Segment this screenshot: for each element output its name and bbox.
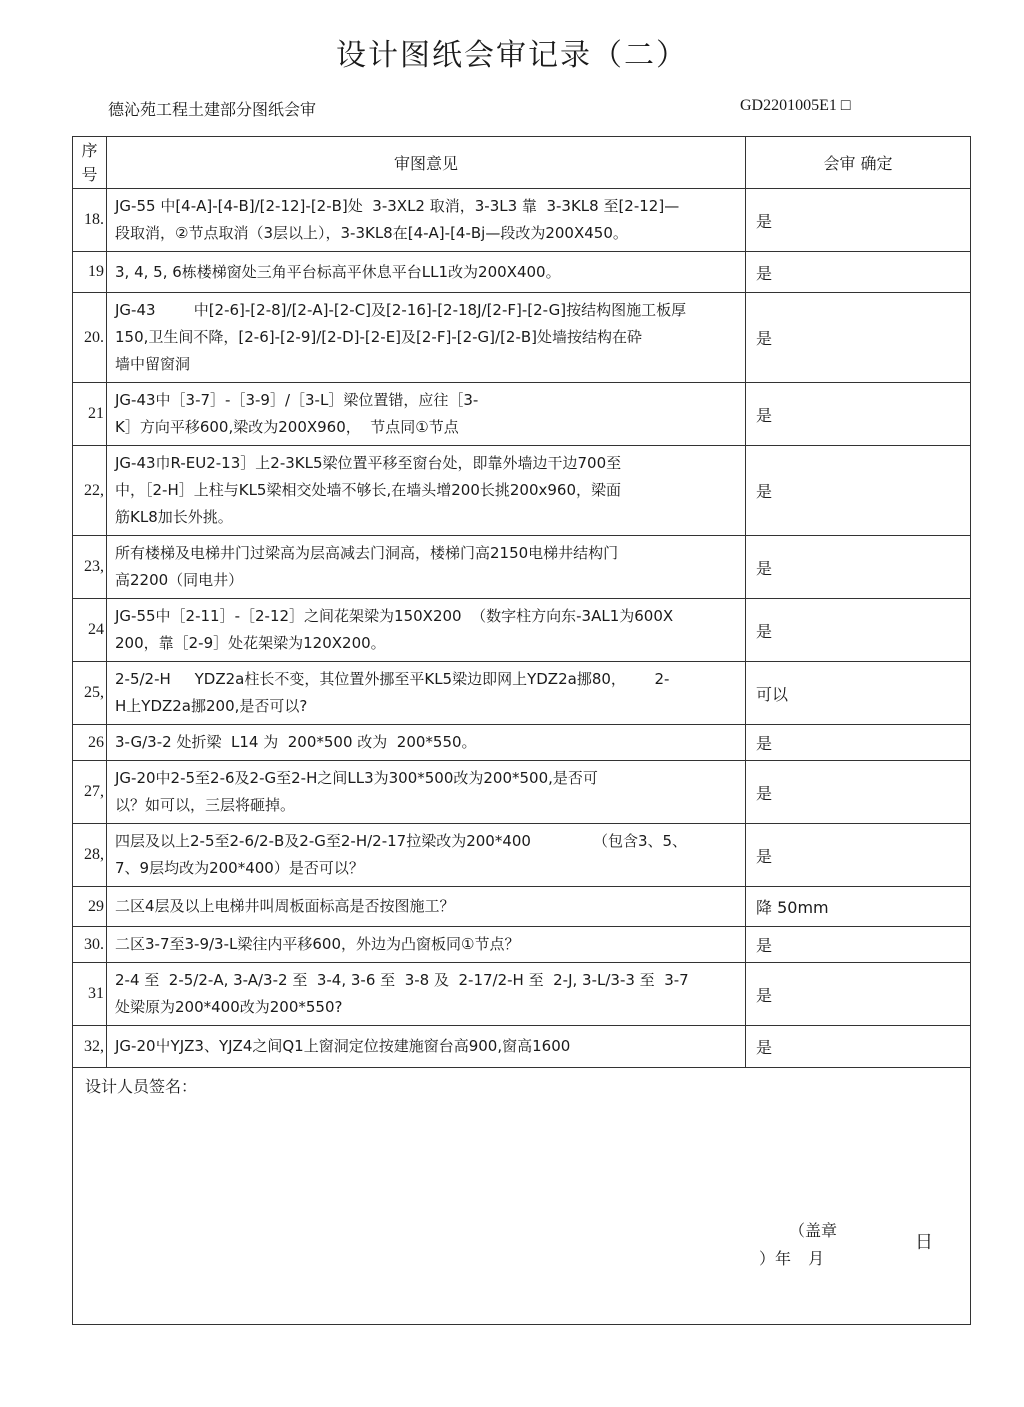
opinion-line: JG-43 中[2-6]-[2-8]/[2-A]-[2-C]及[2-16]-[2-18J/[2-F]-[2-G]按结构图施工板厚: [115, 301, 687, 319]
opinion-line: 7、9层均改为200*400）是否可以？: [115, 859, 364, 877]
opinion-line: JG-20屮YJZ3、YJZ4之间Q1上窗洞定位按建施窗台高900,窗高1600: [115, 1037, 571, 1055]
review-opinion-cell: [107, 383, 746, 446]
opinion-line: 150,卫生间不降，[2-6]-[2-9]/[2-D]-[2-E]及[2-F]-[2-G]/[2-B]处墙按结构在砕: [115, 328, 643, 346]
table-row: [73, 383, 971, 446]
row-number: 31: [73, 963, 107, 1026]
opinion-line: JG-55 中[4-A]-[4-B]/[2-12]-[2-B]处 3-3XL2 取消，3-3L3 靠 3-3KL8 至[2-12]—: [115, 197, 680, 215]
opinion-line: 高2200（同电井）: [115, 571, 244, 589]
confirm-cell: 是: [746, 189, 971, 252]
header-serial-line-1: 序: [81, 140, 98, 160]
confirm-cell: 是: [746, 293, 971, 383]
confirm-cell: 是: [746, 761, 971, 824]
row-number: 20.: [73, 293, 107, 383]
confirm-cell: 是: [746, 725, 971, 761]
opinion-line: JG-20中2-5至2-6及2-G至2-H之间LL3为300*500改为200*500,是否可: [115, 769, 598, 787]
table-row: [73, 599, 971, 662]
review-opinion-cell: [107, 963, 746, 1026]
review-opinion-cell: [107, 446, 746, 536]
project-name: 德沁苑工程土建部分图纸会审: [108, 100, 317, 119]
confirm-cell: 是: [746, 599, 971, 662]
confirm-cell: 是: [746, 927, 971, 963]
review-opinion-cell: [107, 189, 746, 252]
review-opinion-cell: [107, 293, 746, 383]
row-number: 19: [73, 252, 107, 293]
review-opinion-cell: [107, 725, 746, 761]
document-title: 设计图纸会审记录（二）: [336, 38, 688, 73]
opinion-line: 处梁原为200*400改为200*550?: [115, 998, 343, 1016]
table-body: [73, 189, 971, 1068]
table-row: [73, 293, 971, 383]
table-row: [73, 1026, 971, 1068]
opinion-line: 中，［2-H］上柱与KL5梁相交处墙不够长,在墙头增200长挑200x960，梁面: [115, 481, 622, 499]
opinion-line: 2-4 至 2-5/2-A, 3-A/3-2 至 3-4, 3-6 至 3-8 及 2-17/2-H 至 2-J, 3-L/3-3 至 3-7: [115, 971, 689, 989]
opinion-line: JG-43巾R-EU2-13］上2-3KL5梁位置平移至窗台处，即靠外墙边干边700至: [115, 454, 622, 472]
confirm-cell: 是: [746, 252, 971, 293]
table-row: [73, 824, 971, 887]
row-number: 25,: [73, 662, 107, 725]
opinion-line: 段取消，②节点取消（3层以上），3-3KL8在[4-A]-[4-Bj—段改为200X450。: [115, 224, 628, 242]
review-opinion-cell: [107, 761, 746, 824]
table-row: [73, 252, 971, 293]
signature-row: [73, 1068, 971, 1325]
opinion-line: 3, 4, 5, 6栋楼梯窗处三角平台标高平休息平台LL1改为200X400。: [115, 262, 561, 281]
row-number: 32,: [73, 1026, 107, 1068]
opinion-line: 筋KL8加长外挑。: [115, 508, 233, 526]
opinion-line: 墙中留窗洞: [115, 355, 191, 373]
date-day-label: 日: [915, 1232, 933, 1253]
review-opinion-cell: [107, 536, 746, 599]
header-serial-line-2: 号: [81, 164, 98, 184]
review-table: [72, 136, 971, 1325]
table-row: [73, 761, 971, 824]
header-serial-number: [73, 137, 107, 189]
review-opinion-cell: [107, 599, 746, 662]
confirm-cell: 是: [746, 963, 971, 1026]
table-row: [73, 446, 971, 536]
table-row: [73, 536, 971, 599]
review-opinion-cell: [107, 662, 746, 725]
row-number: 27,: [73, 761, 107, 824]
opinion-line: 二区4层及以上电梯井叫周板面标高是否按图施工？: [115, 897, 455, 915]
confirm-cell: 是: [746, 536, 971, 599]
date-year-month-label: ）年 月: [759, 1249, 825, 1268]
opinion-line: K］方向平移600,梁改为200X960， 节点同①节点: [115, 418, 459, 436]
header-review-opinion: 审图意见: [107, 137, 746, 189]
table-row: [73, 189, 971, 252]
table-row: [73, 887, 971, 927]
table-row: [73, 725, 971, 761]
row-number: 30.: [73, 927, 107, 963]
opinion-line: 3-G/3-2 处折梁 L14 为 200*500 改为 200*550。: [115, 733, 477, 751]
seal-label: （盖章: [789, 1221, 838, 1240]
opinion-line: 四层及以上2-5至2-6/2-B及2-G至2-H/2-17拉梁改为200*400 （包含3、5、: [115, 832, 688, 850]
opinion-line: 200，靠［2-9］处花架梁为120X200。: [115, 634, 386, 652]
opinion-line: 2-5/2-H YDZ2a柱长不变，其位置外挪至平KL5梁边即网上YDZ2a挪80， 2-: [115, 670, 670, 688]
opinion-line: 所有楼梯及电梯井门过梁高为层高减去门洞高，楼梯门高2150电梯井结构门: [115, 544, 619, 562]
row-number: 24: [73, 599, 107, 662]
row-number: 22,: [73, 446, 107, 536]
confirm-cell: 是: [746, 383, 971, 446]
designer-signature-label: 设计人员签名：: [85, 1077, 198, 1096]
review-opinion-cell: [107, 887, 746, 927]
confirm-cell: 是: [746, 446, 971, 536]
table-row: [73, 927, 971, 963]
signature-area: [73, 1068, 971, 1325]
review-opinion-cell: [107, 927, 746, 963]
row-number: 18.: [73, 189, 107, 252]
row-number: 29: [73, 887, 107, 927]
table-row: [73, 963, 971, 1026]
table-header-row: [73, 137, 971, 189]
row-number: 26: [73, 725, 107, 761]
row-number: 28,: [73, 824, 107, 887]
confirm-cell: 可以: [746, 662, 971, 725]
opinion-line: 二区3-7至3-9/3-L梁往内平移600，外边为凸窗板同①节点？: [115, 935, 520, 953]
confirm-cell: 是: [746, 1026, 971, 1068]
opinion-line: JG-55中［2-11］-［2-12］之间花架梁为150X200 （数字柱方向东-3AL1为600X: [115, 607, 674, 625]
confirm-cell: 是: [746, 824, 971, 887]
review-opinion-cell: [107, 252, 746, 293]
opinion-line: JG-43中［3-7］-［3-9］/［3-L］梁位置错，应往［3-: [115, 391, 479, 409]
opinion-line: 以？如可以，三层将砸掉。: [115, 796, 296, 814]
row-number: 23,: [73, 536, 107, 599]
confirm-cell: 降 50mm: [746, 887, 971, 927]
review-opinion-cell: [107, 824, 746, 887]
review-opinion-cell: [107, 1026, 746, 1068]
opinion-line: H上YDZ2a挪200,是否可以?: [115, 697, 308, 715]
table-row: [73, 662, 971, 725]
row-number: 21: [73, 383, 107, 446]
document-code: GD2201005E1 □: [740, 97, 851, 114]
header-review-confirm: 会审 确定: [746, 137, 971, 189]
